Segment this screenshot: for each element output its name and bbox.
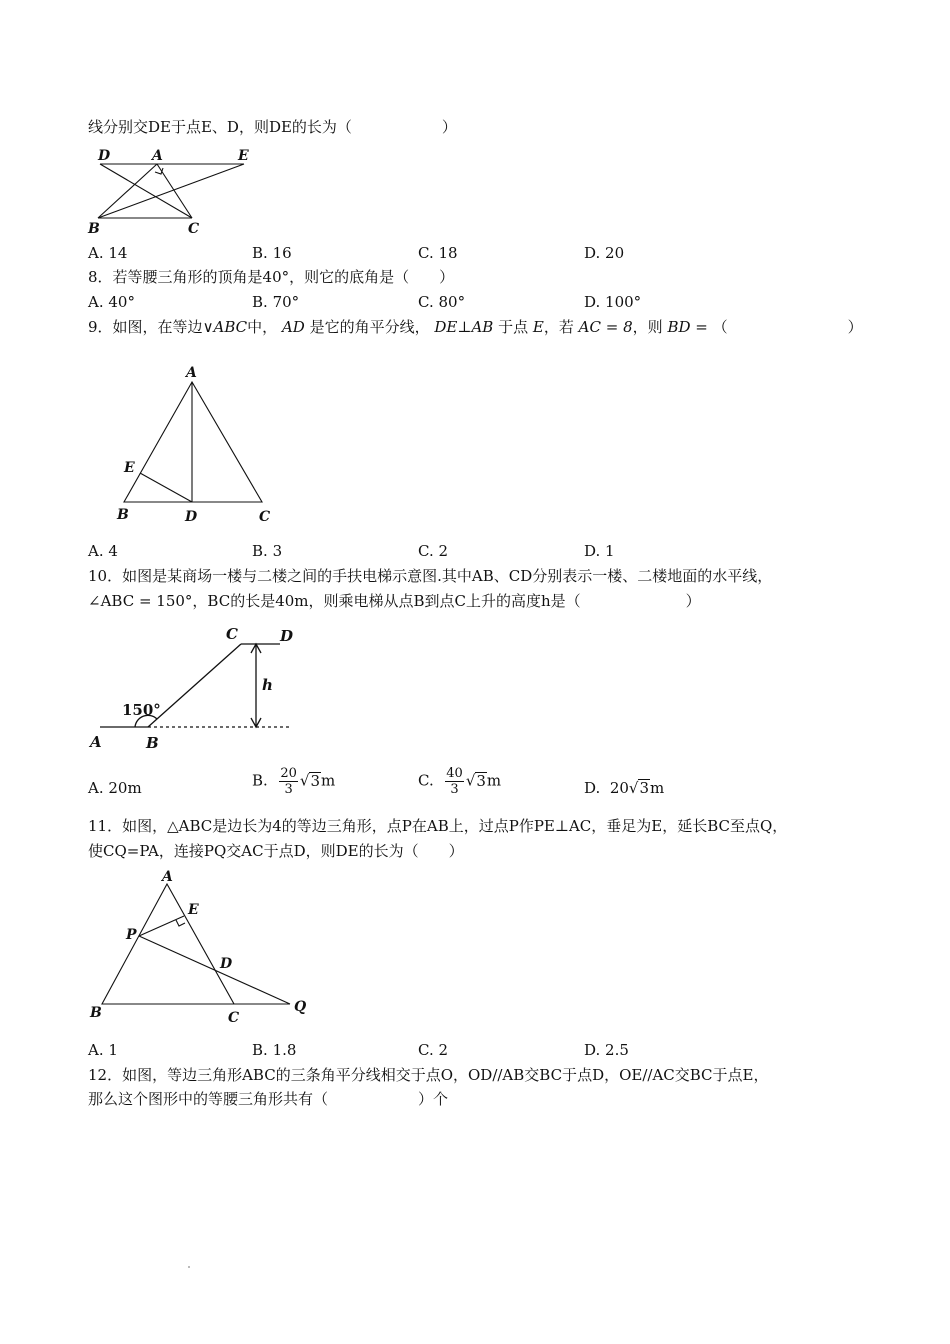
q11-label-D: D [220,956,233,972]
q7-label-E: E [238,148,249,164]
q9-option-d[interactable]: D. 1 [584,542,615,560]
q10-option-b[interactable]: B. $\frac{20}{3}$ √3m [252,766,336,797]
q10-option-c[interactable]: C. $\frac{40}{3}$ √3m [418,766,502,797]
q7-option-b[interactable]: B. 16 [252,244,292,262]
q9-label-C: C [259,509,271,525]
q7-option-d[interactable]: D. 20 [584,244,625,262]
q7-label-B: B [88,221,100,236]
q9-label-E: E [124,460,135,476]
q8-option-c[interactable]: C. 80° [418,293,466,311]
q7-stem-tail: 线分别交DE于点E、D，则DE的长为（ ） [88,118,457,136]
q9-option-a[interactable]: A. 4 [88,542,118,560]
q11-stem-line2: 使CQ=PA，连接PQ交AC于点D，则DE的长为（ ） [88,842,464,860]
q11-label-P: P [126,927,137,943]
q11-label-A: A [162,869,173,885]
q10-label-A: A [90,733,102,751]
q11-stem-line1: 11．如图，△ABC是边长为4的等边三角形，点P在AB上，过点P作PE⊥AC，垂足为E，延长BC至点Q， [88,817,788,835]
q10-option-c-fraction: $\frac{40}{3}$ [446,766,463,797]
q10-figure [86,620,296,755]
q10-option-d[interactable]: D. 20√3m [584,779,665,797]
q7-option-c[interactable]: C. 18 [418,244,458,262]
q7-label-C: C [188,221,200,236]
q7-option-a[interactable]: A. 14 [88,244,128,262]
q11-label-B: B [90,1005,102,1021]
q11-label-Q: Q [294,999,307,1015]
q10-label-B: B [146,734,159,752]
q9-label-D: D [185,509,198,525]
q11-option-a[interactable]: A. 1 [88,1041,118,1059]
q9-label-A: A [186,365,197,381]
q9-figure [108,360,288,530]
q11-label-E: E [188,902,199,918]
q7-label-D: D [98,148,111,164]
q8-stem: 8．若等腰三角形的顶角是40°，则它的底角是（ ） [88,268,455,286]
page-speck [188,1266,190,1268]
q12-stem-line2: 那么这个图形中的等腰三角形共有（ ）个 [88,1090,449,1108]
q9-label-B: B [117,507,129,523]
q10-stem-line2: ∠ABC = 150°，BC的长是40m，则乘电梯从点B到点C上升的高度h是（ ） [88,592,701,610]
q10-label-h: h [262,676,273,694]
q12-stem-line1: 12．如图，等边三角形ABC的三条角平分线相交于点O，OD//AB交BC于点D，OE//AC交BC于点E， [88,1066,769,1084]
q10-stem-line1: 10．如图是某商场一楼与二楼之间的手扶电梯示意图.其中AB、CD分别表示一楼、二楼地面的水平线， [88,567,773,585]
q9-option-c[interactable]: C. 2 [418,542,449,560]
q11-option-d[interactable]: D. 2.5 [584,1041,629,1059]
q10-label-C: C [226,625,238,643]
q8-option-a[interactable]: A. 40° [88,293,135,311]
q9-option-b[interactable]: B. 3 [252,542,283,560]
q10-option-b-fraction: $\frac{20}{3}$ [280,766,297,797]
q11-figure [84,866,324,1028]
q11-option-b[interactable]: B. 1.8 [252,1041,297,1059]
q10-option-a[interactable]: A. 20m [88,779,142,797]
q11-option-c[interactable]: C. 2 [418,1041,449,1059]
q11-label-C: C [228,1010,240,1026]
q10-label-angle: 150° [122,701,161,719]
q7-label-A: A [152,148,163,164]
q8-option-b[interactable]: B. 70° [252,293,300,311]
q7-figure [86,146,266,236]
q10-label-D: D [280,627,294,645]
q9-stem: 9．如图，在等边∨ABC中， AD 是它的角平分线， DE⊥AB 于点 E，若 AC = 8，则 BD = （ ） [88,318,863,336]
q8-option-d[interactable]: D. 100° [584,293,642,311]
